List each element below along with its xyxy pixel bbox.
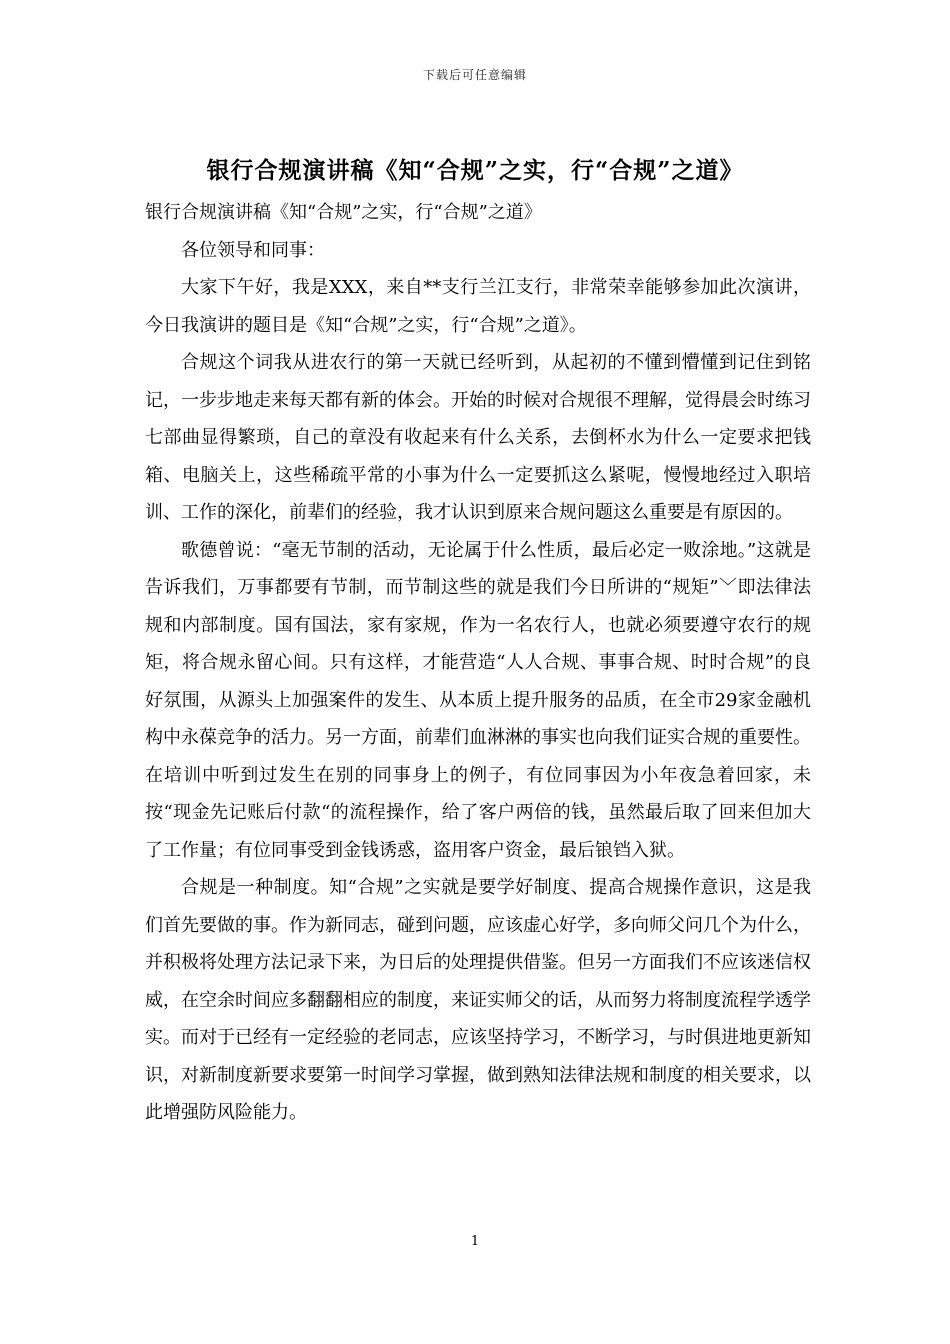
page-number: 1	[470, 1234, 480, 1249]
document-title: 银行合规演讲稿《知“合规”之实，行“合规”之道》	[206, 157, 744, 184]
document-subtitle: 银行合规演讲稿《知“合规”之实，行“合规”之道》	[145, 202, 542, 223]
header-note: 下载后可任意编辑	[422, 68, 527, 82]
salutation: 各位领导和同事：	[181, 239, 325, 261]
document-body	[145, 194, 811, 1132]
paragraph-1: 大家下午好，我是XXX，来自**支行兰江支行，非常荣幸能够参加此次演讲，今日我演讲的题目是《知“合规”之实，行“合规”之道》。	[145, 277, 811, 336]
paragraph-4: 合规是一种制度。知“合规”之实就是要学好制度、提高合规操作意识，这是我们首先要做的事。作为新同志，碰到问题，应该虚心好学，多向师父问几个为什么，并积极将处理方法记录下来，为日后的处理提供借鉴。但另一方面我们不应该迷信权威，在空余时间应多翻翻相应的制度，来证实师父的话，从而努力将制度流程学透学实。而对于已经有一定经验的老同志，应该坚持学习，不断学习，与时俱进地更新知识，对新制度新要求要第一时间学习掌握，做到熟知法律法规和制度的相关要求，以此增强防风险能力。	[145, 877, 811, 1123]
paragraph-2: 合规这个词我从进农行的第一天就已经听到，从起初的不懂到懵懂到记住到铭记，一步步地走来每天都有新的体会。开始的时候对合规很不理解，觉得晨会时练习七部曲显得繁琐，自己的章没有收起来有什么关系，去倒杯水为什么一定要求把钱箱、电脑关上，这些稀疏平常的小事为什么一定要抓这么紧呢，慢慢地经过入职培训、工作的深化，前辈们的经验，我才认识到原来合规问题这么重要是有原因的。	[145, 352, 811, 523]
paragraph-3: 歌德曾说：“毫无节制的活动，无论属于什么性质，最后必定一败涂地。”这就是告诉我们，万事都要有节制，而节制这些的就是我们今日所讲的“规矩”﹀即法律法规和内部制度。国有国法，家有家规，作为一名农行人，也就必须要遵守农行的规矩，将合规永留心间。只有这样，才能营造“人人合规、事事合规、时时合规”的良好氛围，从源头上加强案件的发生、从本质上提升服务的品质，在全市29家金融机构中永葆竞争的活力。另一方面，前辈们血淋淋的事实也向我们证实合规的重要性。在培训中听到过发生在别的同事身上的例子，有位同事因为小年夜急着回家，未按“现金先记账后付款“的流程操作，给了客户两倍的钱，虽然最后取了回来但加大了工作量；有位同事受到金钱诱惑，盗用客户资金，最后锒铛入狱。	[145, 539, 811, 861]
